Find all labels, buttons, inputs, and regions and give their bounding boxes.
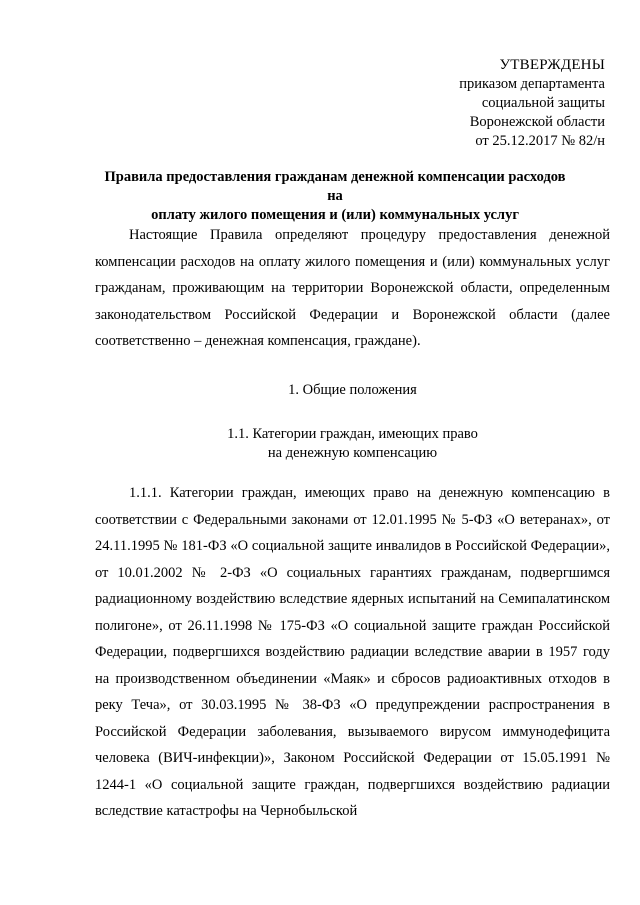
subsection-heading-line: на денежную компенсацию — [267, 445, 438, 461]
approval-date-number: от 25.12.2017 № 82/н — [475, 133, 605, 149]
approval-line: социальной защиты — [481, 95, 605, 111]
approval-line: Воронежской области — [469, 114, 605, 130]
subsection-heading-line: 1.1. Категории граждан, имеющих право — [227, 426, 478, 442]
approval-stamp — [459, 56, 605, 151]
section-heading: 1. Общие положения — [288, 382, 417, 398]
paragraph-1-1-1: 1.1.1. Категории граждан, имеющих право на денежную компенсацию в соответствии с Федеральными законами от 12.01.1995 № 5-ФЗ «О ветеранах», от 24.11.1995 № 181-ФЗ «О социальной защите инвалидов в Российской Федерации», от 10.01.2002 № 2-ФЗ «О социальных гарантиях гражданам, подвергшимся радиационному воздействию вследствие ядерных испытаний на Семипалатинском полигоне», от 26.11.1998 № 175-ФЗ «О социальной защите граждан Российской Федерации, подвергшихся воздействию радиации вследствие аварии в 1957 году на производственном объединении «Маяк» и сбросов радиоактивных отходов в реку Теча», от 30.03.1995 № 38-ФЗ «О предупреждении распространения в Российской Федерации заболевания, вызываемого вирусом иммунодефицита человека (ВИЧ-инфекции)», Законом Российской Федерации от 15.05.1991 № 1244-1 «О социальной защите граждан, подвергшихся воздействию радиации вследствие катастрофы на Чернобыльской — [95, 485, 610, 819]
subsection-heading — [95, 425, 610, 463]
main-text-block — [95, 480, 610, 825]
approval-line: приказом департамента — [459, 76, 605, 92]
intro-paragraph: Настоящие Правила определяют процедуру предоставления денежной компенсации расходов на оплату жилого помещения и (или) коммунальных услуг гражданам, проживающим на территории Воронежской области, определенным законодательством Российской Федерации и Воронежской области (далее соответственно – денежная компенсация, граждане). — [95, 227, 610, 349]
approval-heading: УТВЕРЖДЕНЫ — [499, 57, 605, 73]
document-title-line: оплату жилого помещения и (или) коммунальных услуг — [151, 207, 519, 223]
intro-block — [95, 222, 610, 355]
document-title — [95, 168, 575, 225]
document-title-line: Правила предоставления гражданам денежной компенсации расходов на — [104, 169, 566, 204]
